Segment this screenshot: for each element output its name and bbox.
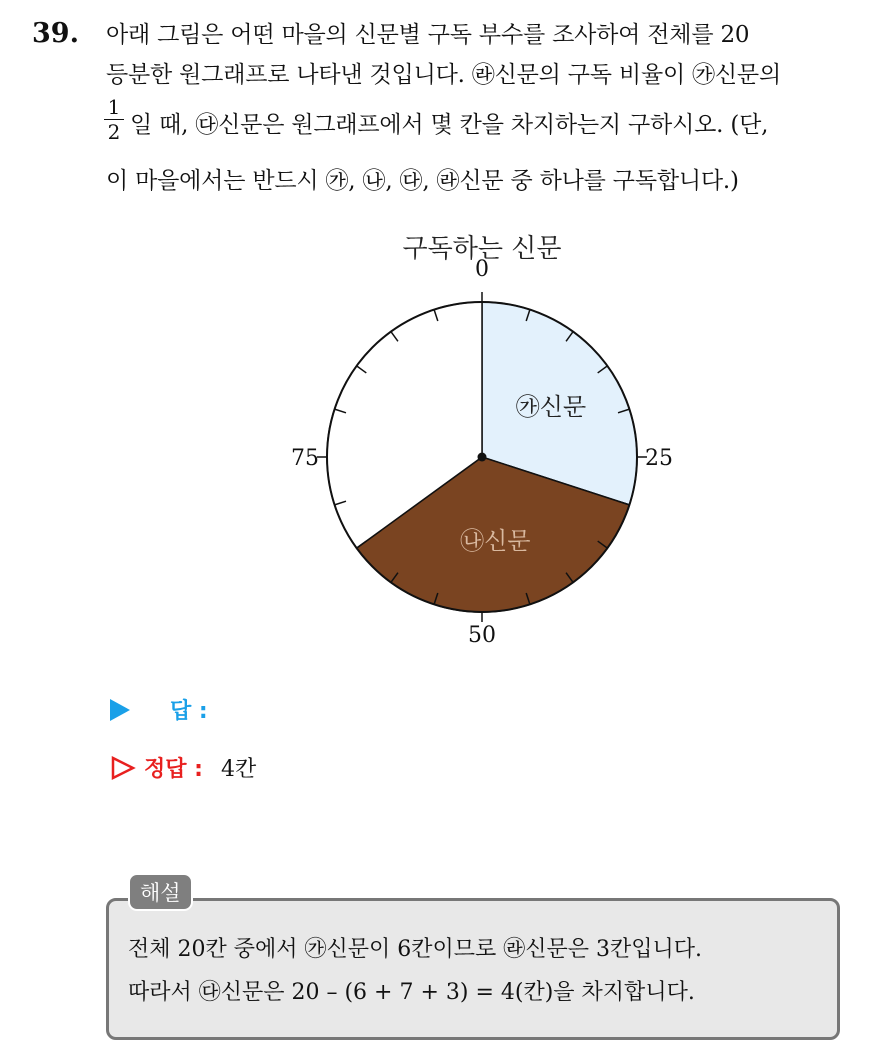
tick-label-75: 75 — [291, 446, 319, 471]
answer-arrow-icon — [110, 699, 130, 721]
correct-arrow-icon — [110, 755, 136, 781]
chart-title: 구독하는 신문 — [402, 234, 562, 264]
slice-label-2: ㉯신문 — [460, 527, 531, 556]
tick-label-50: 50 — [468, 623, 496, 648]
question-line-1: 아래 그림은 어떤 마을의 신문별 구독 부수를 조사하여 전체를 20 — [106, 22, 750, 48]
tick-label-25: 25 — [645, 446, 673, 471]
question-number: 39. — [32, 18, 79, 49]
fraction-numerator: 1 — [107, 95, 121, 119]
correct-answer-label: 정답 : — [144, 757, 203, 782]
answer-row — [110, 694, 208, 725]
question-line-3: 일 때, ㉰신문은 원그래프에서 몇 칸을 차지하는지 구하시오. (단, — [130, 112, 769, 138]
fraction-denominator: 2 — [107, 120, 121, 144]
correct-answer-row — [110, 752, 256, 783]
question-line-2: 등분한 원그래프로 나타낸 것입니다. ㉱신문의 구독 비율이 ㉮신문의 — [106, 62, 781, 88]
explanation-line-2: 따라서 ㉰신문은 20 – (6 + 7 + 3) = 4(칸)을 차지합니다. — [128, 980, 695, 1005]
pie-center-dot — [478, 453, 487, 462]
slice-label-1: ㉮신문 — [515, 392, 587, 421]
explanation-line-1: 전체 20칸 중에서 ㉮신문이 6칸이므로 ㉱신문은 3칸입니다. — [128, 937, 702, 962]
tick-label-0: 0 — [475, 257, 489, 282]
correct-answer-value: 4칸 — [220, 757, 257, 782]
question-line-4: 이 마을에서는 반드시 ㉮, ㉯, ㉰, ㉱신문 중 하나를 구독합니다.) — [106, 168, 739, 194]
explanation-tag: 해설 — [128, 873, 193, 911]
answer-label: 답 : — [170, 699, 208, 724]
explanation-box — [106, 898, 840, 1040]
